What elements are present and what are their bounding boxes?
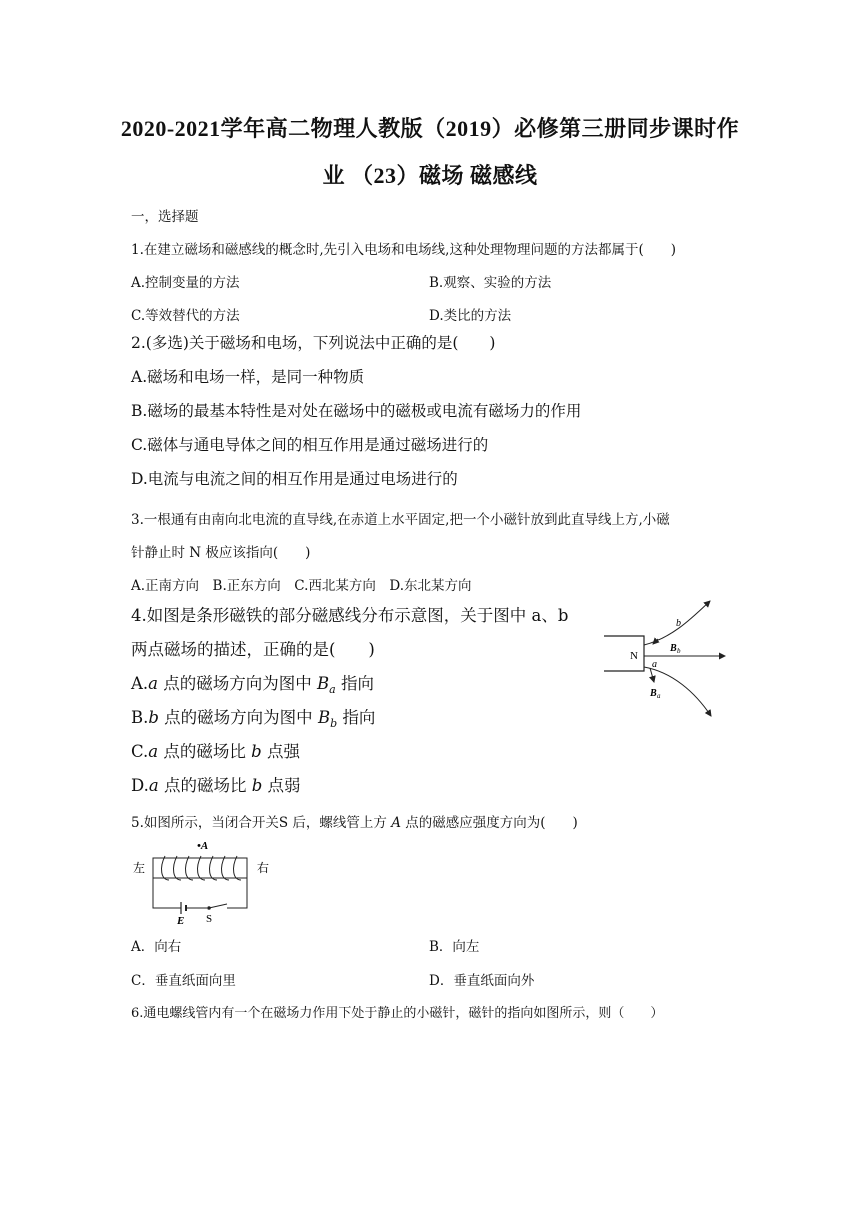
q1-option-d: D.类比的方法 bbox=[429, 308, 512, 324]
switch-lever bbox=[209, 904, 227, 908]
circuit-wire-right bbox=[227, 878, 247, 908]
q4-option-c: C.a 点的磁场比 b 点强 bbox=[131, 742, 300, 761]
solenoid-core bbox=[153, 858, 247, 878]
q4-stem-line-2: 两点磁场的描述，正确的是( ) bbox=[131, 640, 375, 659]
label-ba-sub: a bbox=[657, 692, 661, 700]
q4-magnet-figure bbox=[600, 596, 730, 726]
q2-option-a: A.磁场和电场一样，是同一种物质 bbox=[131, 368, 365, 386]
q3-options: A.正南方向 B.正东方向 C.西北某方向 D.东北某方向 bbox=[131, 578, 472, 594]
circuit-wire-left bbox=[153, 878, 181, 908]
magnet-n-label: N bbox=[630, 650, 638, 662]
q1-stem: 1.在建立磁场和磁感线的概念时,先引入电场和电场线,这种处理物理问题的方法都属于( ) bbox=[131, 242, 676, 258]
q4-stem-line-1: 4.如图是条形磁铁的部分磁感线分布示意图，关于图中 a、b bbox=[131, 606, 569, 625]
q4-option-b: B.b 点的磁场方向为图中 $B_b$ 指向 bbox=[131, 708, 376, 731]
switch-label: S bbox=[206, 913, 213, 925]
q5-option-d: D．垂直纸面向外 bbox=[429, 973, 535, 989]
q2-option-c: C.磁体与通电导体之间的相互作用是通过磁场进行的 bbox=[131, 436, 489, 454]
section-heading: 一，选择题 bbox=[131, 209, 199, 225]
q1-option-a: A.控制变量的方法 bbox=[131, 275, 240, 291]
q4-option-d: D.a 点的磁场比 b 点弱 bbox=[131, 776, 301, 795]
label-a: a bbox=[652, 659, 657, 670]
q3-stem-line-1: 3.一根通有由南向北电流的直导线,在赤道上水平固定,把一个小磁针放到此直导线上方,小磁 bbox=[131, 512, 670, 528]
q2-option-d: D.电流与电流之间的相互作用是通过电场进行的 bbox=[131, 470, 458, 488]
bar-magnet-outline bbox=[604, 636, 644, 671]
q1-option-c: C.等效替代的方法 bbox=[131, 308, 240, 324]
q5-option-b: B．向左 bbox=[429, 939, 480, 955]
right-label: 右 bbox=[257, 861, 270, 875]
q2-stem: 2.(多选)关于磁场和电场，下列说法中正确的是( ) bbox=[131, 334, 496, 352]
q5-stem: 5.如图所示，当闭合开关S 后，螺线管上方 A 点的磁感应强度方向为( ) bbox=[131, 815, 578, 831]
page-title-line-2: 业 （23）磁场 磁感线 bbox=[322, 163, 538, 188]
page-title-line-1: 2020-2021学年高二物理人教版（2019）必修第三册同步课时作 bbox=[120, 116, 740, 141]
q4-option-a: A.a 点的磁场方向为图中 $B_a$ 指向 bbox=[131, 674, 374, 697]
vector-ba-arrow bbox=[650, 668, 654, 682]
label-b: b bbox=[676, 618, 681, 629]
q5-solenoid-figure bbox=[131, 836, 281, 927]
label-ba: B bbox=[650, 688, 657, 699]
point-a-label: •A bbox=[197, 840, 209, 852]
q3-stem-line-2: 针静止时 N 极应该指向( ) bbox=[131, 545, 311, 561]
battery-label: E bbox=[177, 915, 185, 927]
q6-stem: 6.通电螺线管内有一个在磁场力作用下处于静止的小磁针，磁针的指向如图所示，则（ ） bbox=[131, 1006, 664, 1021]
q1-option-b: B.观察、实验的方法 bbox=[429, 275, 552, 291]
solenoid-coils bbox=[162, 856, 241, 880]
label-bb: B bbox=[670, 643, 677, 654]
q5-option-c: C．垂直纸面向里 bbox=[131, 973, 236, 989]
q5-option-a: A．向右 bbox=[131, 939, 182, 955]
left-label: 左 bbox=[133, 861, 146, 875]
label-bb-sub: b bbox=[677, 647, 681, 655]
q2-option-b: B.磁场的最基本特性是对处在磁场中的磁极或电流有磁场力的作用 bbox=[131, 402, 582, 420]
